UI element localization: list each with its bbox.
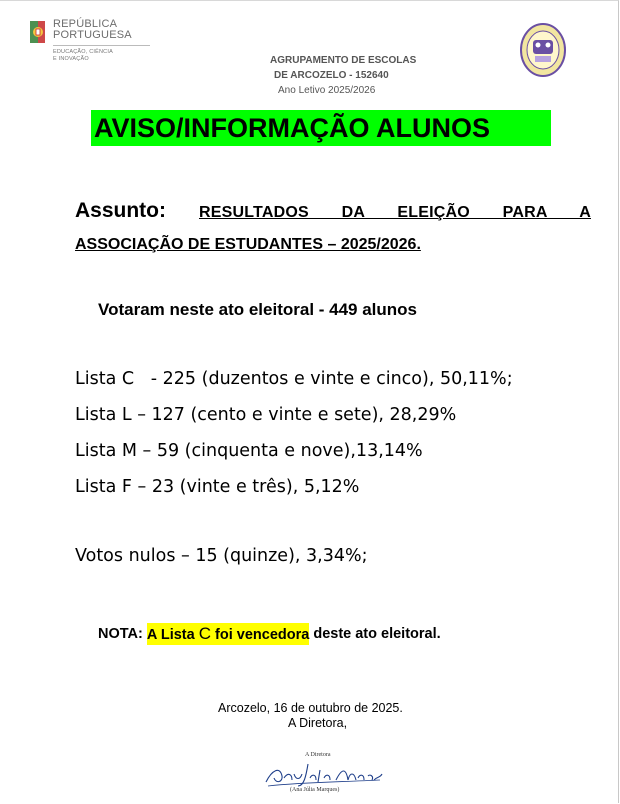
title-banner (91, 110, 551, 146)
note (98, 623, 441, 645)
winner-post: foi vencedora (211, 627, 310, 643)
subject-label: Assunto: (75, 199, 166, 222)
subject-block (75, 199, 591, 254)
results-list (75, 361, 513, 505)
gov-ministry-line1: EDUCAÇÃO, CIÊNCIA (53, 49, 113, 55)
result-list-m: Lista M – 59 (cinquenta e nove),13,14% (75, 441, 423, 461)
school-seal-icon (519, 22, 567, 78)
result-list-c: Lista C - 225 (duzentos e vinte e cinco), 50,11%; (75, 369, 513, 389)
voters-count: Votaram neste ato eleitoral - 449 alunos (98, 300, 418, 319)
government-logo (27, 19, 150, 62)
school-name: AGRUPAMENTO DE ESCOLAS (270, 55, 417, 66)
winner-letter: C (198, 624, 211, 643)
result-list-l: Lista L – 127 (cento e vinte e sete), 28,29% (75, 405, 457, 425)
result-list-f: Lista F – 23 (vinte e três), 5,12% (75, 477, 360, 497)
notice-title: AVISO/INFORMAÇÃO ALUNOS (94, 113, 490, 143)
signature-name: (Ana Júlia Marques) (290, 787, 340, 793)
gov-name-line2: PORTUGUESA (53, 29, 132, 41)
director-title: A Diretora, (288, 716, 348, 730)
director-signature (262, 752, 384, 798)
signature-caption: A Diretora (305, 752, 331, 758)
gov-name-line1: REPÚBLICA (53, 18, 118, 30)
school-code: DE ARCOZELO - 152640 (274, 70, 389, 81)
subject-line1: RESULTADOS DA ELEIÇÃO PARA A (199, 204, 591, 221)
school-header (270, 53, 416, 98)
note-label: NOTA: (98, 626, 147, 642)
null-votes: Votos nulos – 15 (quinze), 3,34%; (75, 546, 368, 566)
subject-line2: ASSOCIAÇÃO DE ESTUDANTES – 2025/2026. (75, 236, 421, 253)
gov-ministry-line2: E INOVAÇÃO (53, 55, 89, 62)
portugal-emblem-icon (27, 19, 47, 45)
note-rest: deste ato eleitoral. (309, 626, 441, 642)
place-date: Arcozelo, 16 de outubro de 2025. (218, 701, 403, 715)
school-year: Ano Letivo 2025/2026 (278, 85, 376, 96)
winner-pre: A Lista (146, 627, 199, 643)
winner-highlight (147, 623, 309, 645)
gov-divider (53, 45, 150, 46)
